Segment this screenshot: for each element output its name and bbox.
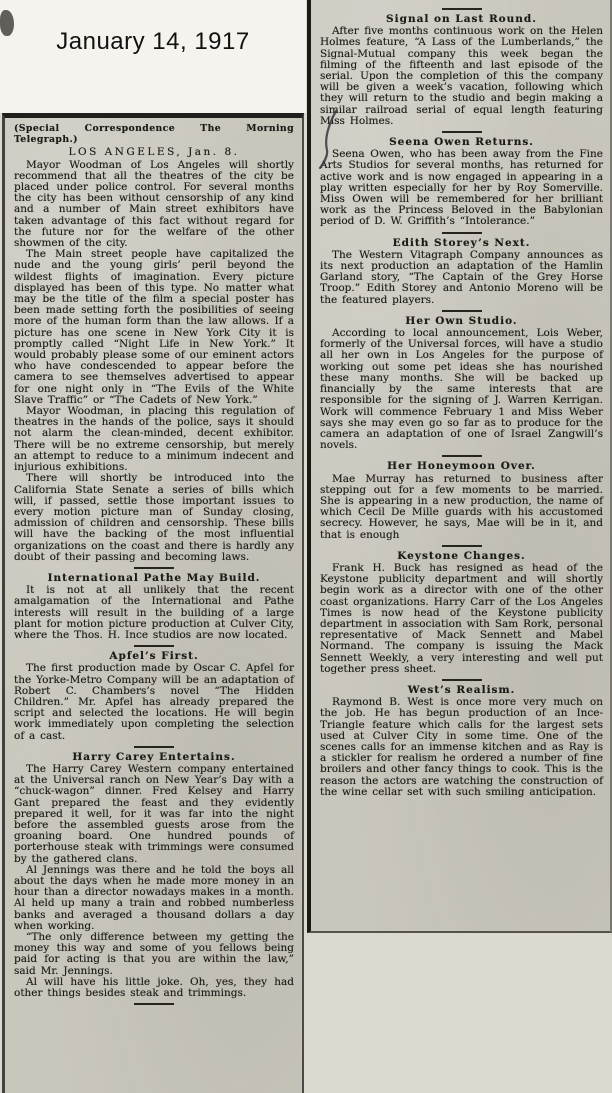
section-heading: Keystone Changes. (397, 549, 526, 562)
section-divider (134, 567, 174, 569)
section-heading: West’s Realism. (407, 683, 516, 696)
article-paragraph: Seena Owen, who has been away from the Fine Arts Studios for several months, has returned for active work and is now engaged in appearing in a play written especially for her by Roy Somerville. Miss Owen will be remembered for her brilliant work as the Princess Beloved in the Babylonian period of D. W. Griffith’s “Intolerance.” (320, 148, 603, 228)
section-heading: Signal on Last Round. (386, 13, 537, 25)
section-heading: Harry Carey Entertains. (72, 750, 236, 763)
article-paragraph: The first production made by Oscar C. Apfel for the Yorke-Metro Company will be an adaptation of Robert C. Chambers’s novel “The Hidden Children.” Mr. Apfel has already prepared the script and selected the locations. He will begin work immediately upon completing the selection of a cast. (14, 662, 294, 742)
section-divider (442, 232, 482, 234)
article-paragraph: The Western Vitagraph Company announces as its next production an adaptation of the Hamlin Garland story, “The Captain of the Grey Horse Troop.” Edith Storey and Antonio Moreno will be the featured players. (320, 248, 603, 306)
article-paragraph: Mayor Woodman, in placing this regulation of theatres in the hands of the police, says it should not alarm the clean-minded, decent exhibitor. There will be no extreme censorship, but merely an attempt to reduce to a minimum indecent and injurious exhibitions. (14, 405, 294, 474)
article-paragraph: According to local announcement, Lois Weber, formerly of the Universal forces, will have a studio all her own in Los Angeles for the purpose of working out some pet ideas she has nourished these many months. She will be backed up financially by the same interests that are responsible for the signing of J. Warren Kerrigan. Work will commence February 1 and Miss Weber says she may even go so far as to produce for the camera an adaptation of one of Israel Zangwill’s novels. (320, 327, 603, 452)
article-paragraph: Mayor Woodman of Los Angeles will shortly recommend that all the theatres of the city be placed under police control. For several months the city has been without censorship of any kind and a number of Main street exhibitors have taken advantage of this fact without regard for the future nor for the welfare of the other showmen of the city. (14, 158, 294, 250)
dateline: LOS ANGELES, Jan. 8. (68, 146, 240, 159)
article-paragraph: It is not at all unlikely that the recent amalgamation of the International and Pathe interests will result in the building of a large plant for motion picture production at Culver City, where the Thos. H. Ince studios are now located. (14, 584, 294, 641)
article-paragraph: Raymond B. West is once more very much on the job. He has begun production of an Ince-Triangle feature which calls for the largest sets used at Culver City in some time. One of the scenes calls for an immense kitchen and as Ray is a stickler for realism he ordered a number of fine broilers and other fancy things to cook. This is the reason the actors are watching the construction of the wine cellar set with such smiling anticipation. (320, 696, 603, 798)
article-paragraph: After five months continuous work on the Helen Holmes feature, “A Lass of the Lumberlands,” the Signal-Mutual company this week began the filming of the fifteenth and last episode of the serial. Upon the completion of this the company will be given a week’s vacation, following which they will return to the studio and begin making a similar railroad serial of equal length featuring Miss Holmes. (320, 25, 603, 127)
section-heading: Her Honeymoon Over. (387, 460, 536, 473)
article-paragraph: The Harry Carey Western company entertained at the Universal ranch on New Year’s Day with a “chuck-wagon” dinner. Fred Kelsey and Harry Gant prepared the feast and they evidently prepared it well, for it was far into the night before the assembled guests arose from the groaning board. One hundred pounds of porterhouse steak with trimmings were consumed by the gathered clans. (14, 762, 294, 865)
section-heading: Seena Owen Returns. (389, 136, 534, 149)
article-paragraph: Frank H. Buck has resigned as head of the Keystone publicity department and will shortly begin work as a director with one of the other coast organizations. Harry Carr of the Los Angeles Times is now head of the Keystone publicity department in association with Sam Rork, personal representative of Mack Sennett and Mabel Normand. The company is issuing the Mack Sennett Weekly, a very interesting and well put together press sheet. (320, 561, 603, 675)
page-date: January 14, 1917 (56, 28, 250, 55)
ink-smudge (0, 10, 14, 36)
article-paragraph: Al will have his little joke. Oh, yes, they had other things besides steak and trimmings. (14, 975, 294, 1000)
section-divider (442, 679, 482, 681)
section-divider (442, 131, 482, 133)
section-divider (442, 455, 482, 457)
section-divider (442, 310, 482, 312)
right-clipping (307, 0, 612, 933)
section-heading: International Pathe May Build. (47, 571, 261, 584)
correspondence-attribution: (Special Correspondence The Morning Telegraph.) (14, 123, 294, 146)
article-paragraph: Al Jennings was there and he told the boys all about the days when he made more money in an hour than a director nowadays makes in a month. Al held up many a train and robbed numberless banks and averaged a thousand dollars a day when working. (14, 863, 294, 932)
section-heading: Edith Storey’s Next. (392, 236, 531, 249)
section-divider (442, 545, 482, 547)
section-divider (442, 8, 482, 10)
article-paragraph: There will shortly be introduced into the California State Senate a series of bills which will, if passed, settle those important issues to every motion picture man of Sunday closing, admission of children and censorship. These bills will have the backing of the most influential organizations on the coast and there is hardly any doubt of their passing and becoming laws. (14, 472, 294, 563)
section-divider (134, 645, 174, 647)
section-heading: Apfel’s First. (109, 650, 199, 663)
right-column (320, 8, 603, 798)
left-clipping (2, 113, 304, 1093)
section-divider (134, 1003, 174, 1005)
section-heading: Her Own Studio. (405, 314, 518, 327)
section-divider (134, 746, 174, 748)
left-column (14, 123, 294, 1005)
article-paragraph: “The only difference between my getting the money this way and some of you fellows being paid for acting is that you are within the law,” said Mr. Jennings. (14, 931, 294, 977)
article-paragraph: The Main street people have capitalized the nude and the young girls’ peril beyond the wildest flights of imagination. Every picture displayed has been of this type. No matter what may be the title of the film a special poster has been made setting forth the posibilities of seeing more of the human form than the law allows. If a picture has one scene in New York City it is promptly called “Night Life in New York.” It would probably please some of our eminent actors who have condescended to appear before the camera to see themselves advertised to appear for one night only in “The Evils of the White Slave Traffic” or “The Cadets of New York.” (14, 248, 294, 406)
article-paragraph: Mae Murray has returned to business after stepping out for a few moments to be married. She is appearing in a new production, the name of which Cecil De Mille guards with his accustomed secrecy. However, he says, Mae will be in it, and that is enough (320, 472, 603, 541)
date-strip (0, 0, 306, 113)
